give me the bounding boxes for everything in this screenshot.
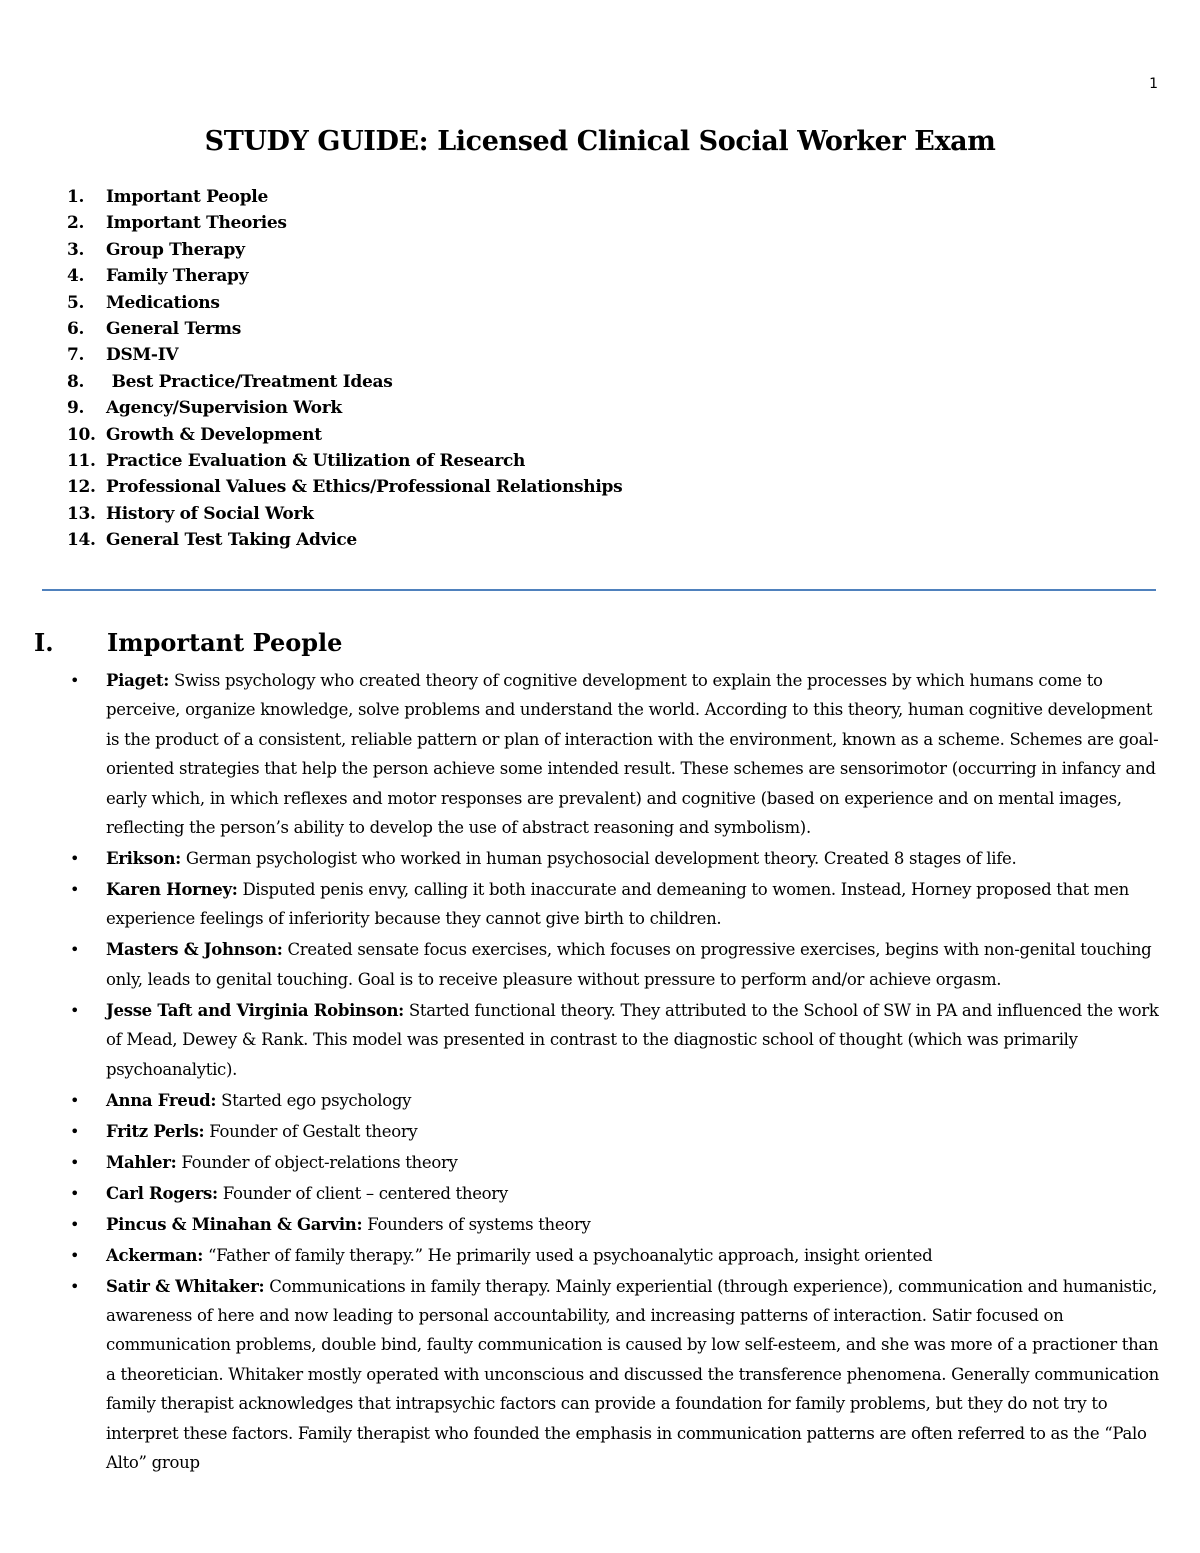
- toc-label: Best Practice/Treatment Ideas: [106, 371, 393, 392]
- person-description: Swiss psychology who created theory of cognitive development to explain the processes by which humans come to perceive, organize knowledge, solve problems and understand the world. According to this theory, human cognitive development is the product of a consistent, reliable pattern or plan of interaction with the environment, known as a scheme. Schemes are goal-oriented strategies that help the person achieve some intended result. These schemes are sensorimotor (occurring in infancy and early which, in which reflexes and motor responses are prevalent) and cognitive (based on experience and on mental images, reflecting the person’s ability to develop the use of abstract reasoning and symbolism).: [106, 671, 1159, 838]
- person-name: Masters & Johnson:: [106, 940, 283, 960]
- toc-item: [67, 184, 622, 210]
- toc-item: [67, 527, 622, 553]
- person-name: Carl Rogers:: [106, 1183, 218, 1203]
- bullet-icon: •: [70, 1214, 80, 1234]
- toc-label: Important Theories: [106, 213, 287, 234]
- toc-number: 11.: [67, 450, 96, 471]
- person-description: Started ego psychology: [216, 1090, 412, 1110]
- bullet-icon: •: [70, 1245, 80, 1265]
- toc-label: Medications: [106, 292, 220, 313]
- toc-number: 14.: [67, 530, 96, 551]
- toc-number: 9.: [67, 398, 85, 419]
- toc-label: Family Therapy: [106, 266, 249, 287]
- person-name: Jesse Taft and Virginia Robinson:: [106, 1000, 404, 1020]
- toc-item: [67, 316, 622, 342]
- person-name: Karen Horney:: [106, 880, 238, 900]
- toc-label: Group Therapy: [106, 239, 245, 260]
- person-description: German psychologist who worked in human psychosocial development theory. Created 8 stages of life.: [180, 849, 1017, 869]
- person-description: “Father of family therapy.” He primarily used a psychoanalytic approach, insight oriented: [203, 1245, 933, 1265]
- bullet-icon: •: [70, 1152, 80, 1172]
- toc-item: [67, 474, 622, 500]
- bullet-icon: •: [70, 849, 80, 869]
- person-name: Anna Freud:: [106, 1090, 217, 1110]
- table-of-contents: [67, 184, 622, 553]
- section-heading: [34, 628, 342, 657]
- toc-number: 7.: [67, 345, 85, 366]
- toc-item: [67, 448, 622, 474]
- toc-item: [67, 369, 622, 395]
- page-title: STUDY GUIDE: Licensed Clinical Social Worker Exam: [204, 126, 996, 157]
- toc-number: 1.: [67, 187, 85, 207]
- list-item: [70, 996, 1168, 1084]
- section-title: Important People: [107, 628, 343, 657]
- person-description: Communications in family therapy. Mainly experiential (through experience), communication and humanistic, awareness of here and now leading to personal accountability, and increasing patterns of interaction. Satir focused on communication problems, double bind, faulty communication is caused by low self-esteem, and she was more of a practioner than a theoretician. Whitaker mostly operated with unconscious and discussed the transference phenomena. Generally communication family therapist acknowledges that intrapsychic factors can provide a foundation for family problems, but they do not try to interpret these factors. Family therapist who founded the emphasis in communication patterns are often referred to as the “Palo Alto” group: [106, 1276, 1159, 1473]
- toc-label: General Terms: [106, 318, 241, 339]
- page-number: 1: [1149, 76, 1158, 92]
- people-list: [70, 666, 1168, 1479]
- toc-number: 5.: [67, 292, 85, 313]
- bullet-icon: •: [70, 1000, 80, 1020]
- bullet-icon: •: [70, 1121, 80, 1141]
- person-description: Founders of systems theory: [362, 1214, 591, 1234]
- bullet-icon: •: [70, 1276, 80, 1296]
- person-name: Fritz Perls:: [106, 1121, 205, 1141]
- toc-item: [67, 501, 622, 527]
- toc-item: [67, 342, 622, 368]
- toc-label: Practice Evaluation & Utilization of Research: [106, 450, 526, 471]
- toc-number: 13.: [67, 503, 96, 524]
- toc-item: [67, 395, 622, 421]
- toc-label: History of Social Work: [106, 503, 314, 524]
- list-item: [70, 1117, 1168, 1146]
- person-description: Started functional theory. They attributed to the School of SW in PA and influenced the work of Mead, Dewey & Rank. This model was presented in contrast to the diagnostic school of thought (which was primarily psychoanalytic).: [106, 1000, 1159, 1079]
- list-item: [70, 1148, 1168, 1177]
- toc-label: General Test Taking Advice: [106, 530, 357, 551]
- list-item: [70, 1210, 1168, 1239]
- toc-label: Professional Values & Ethics/Professional Relationships: [106, 477, 623, 498]
- toc-number: 6.: [67, 318, 85, 339]
- person-name: Ackerman:: [106, 1245, 204, 1265]
- toc-number: 12.: [67, 477, 96, 498]
- list-item: [70, 1179, 1168, 1208]
- toc-item: [67, 263, 622, 289]
- toc-item: [67, 290, 622, 316]
- toc-number: 3.: [67, 239, 85, 260]
- list-item: [70, 935, 1168, 994]
- list-item: [70, 666, 1168, 842]
- toc-label: Agency/Supervision Work: [106, 398, 342, 419]
- list-item: [70, 875, 1168, 934]
- bullet-icon: •: [70, 940, 80, 960]
- toc-number: 8.: [67, 371, 85, 392]
- toc-item: [67, 422, 622, 448]
- bullet-icon: •: [70, 671, 80, 690]
- section-numeral: I.: [34, 628, 54, 657]
- toc-number: 10.: [67, 424, 96, 445]
- toc-label: Growth & Development: [106, 424, 322, 445]
- person-description: Disputed penis envy, calling it both inaccurate and demeaning to women. Instead, Horney proposed that men experience feelings of inferiority because they cannot give birth to children.: [106, 880, 1129, 929]
- list-item: [70, 844, 1168, 873]
- toc-item: [67, 237, 622, 263]
- person-name: Pincus & Minahan & Garvin:: [106, 1214, 363, 1234]
- list-item: [70, 1272, 1168, 1478]
- person-description: Created sensate focus exercises, which focuses on progressive exercises, begins with non-genital touching only, leads to genital touching. Goal is to receive pleasure without pressure to perform and/or achieve orgasm.: [106, 940, 1152, 989]
- bullet-icon: •: [70, 1183, 80, 1203]
- toc-item: [67, 210, 622, 236]
- person-description: Founder of object-relations theory: [176, 1152, 458, 1172]
- toc-label: Important People: [106, 187, 268, 207]
- list-item: [70, 1241, 1168, 1270]
- person-description: Founder of client – centered theory: [217, 1183, 508, 1203]
- person-name: Piaget:: [106, 671, 170, 690]
- section-divider: [42, 589, 1156, 591]
- toc-number: 4.: [67, 266, 85, 287]
- person-name: Erikson:: [106, 849, 181, 869]
- person-description: Founder of Gestalt theory: [204, 1121, 418, 1141]
- toc-label: DSM-IV: [106, 345, 179, 366]
- list-item: [70, 1086, 1168, 1115]
- person-name: Mahler:: [106, 1152, 177, 1172]
- bullet-icon: •: [70, 880, 80, 900]
- person-name: Satir & Whitaker:: [106, 1276, 265, 1296]
- toc-number: 2.: [67, 213, 85, 234]
- bullet-icon: •: [70, 1090, 80, 1110]
